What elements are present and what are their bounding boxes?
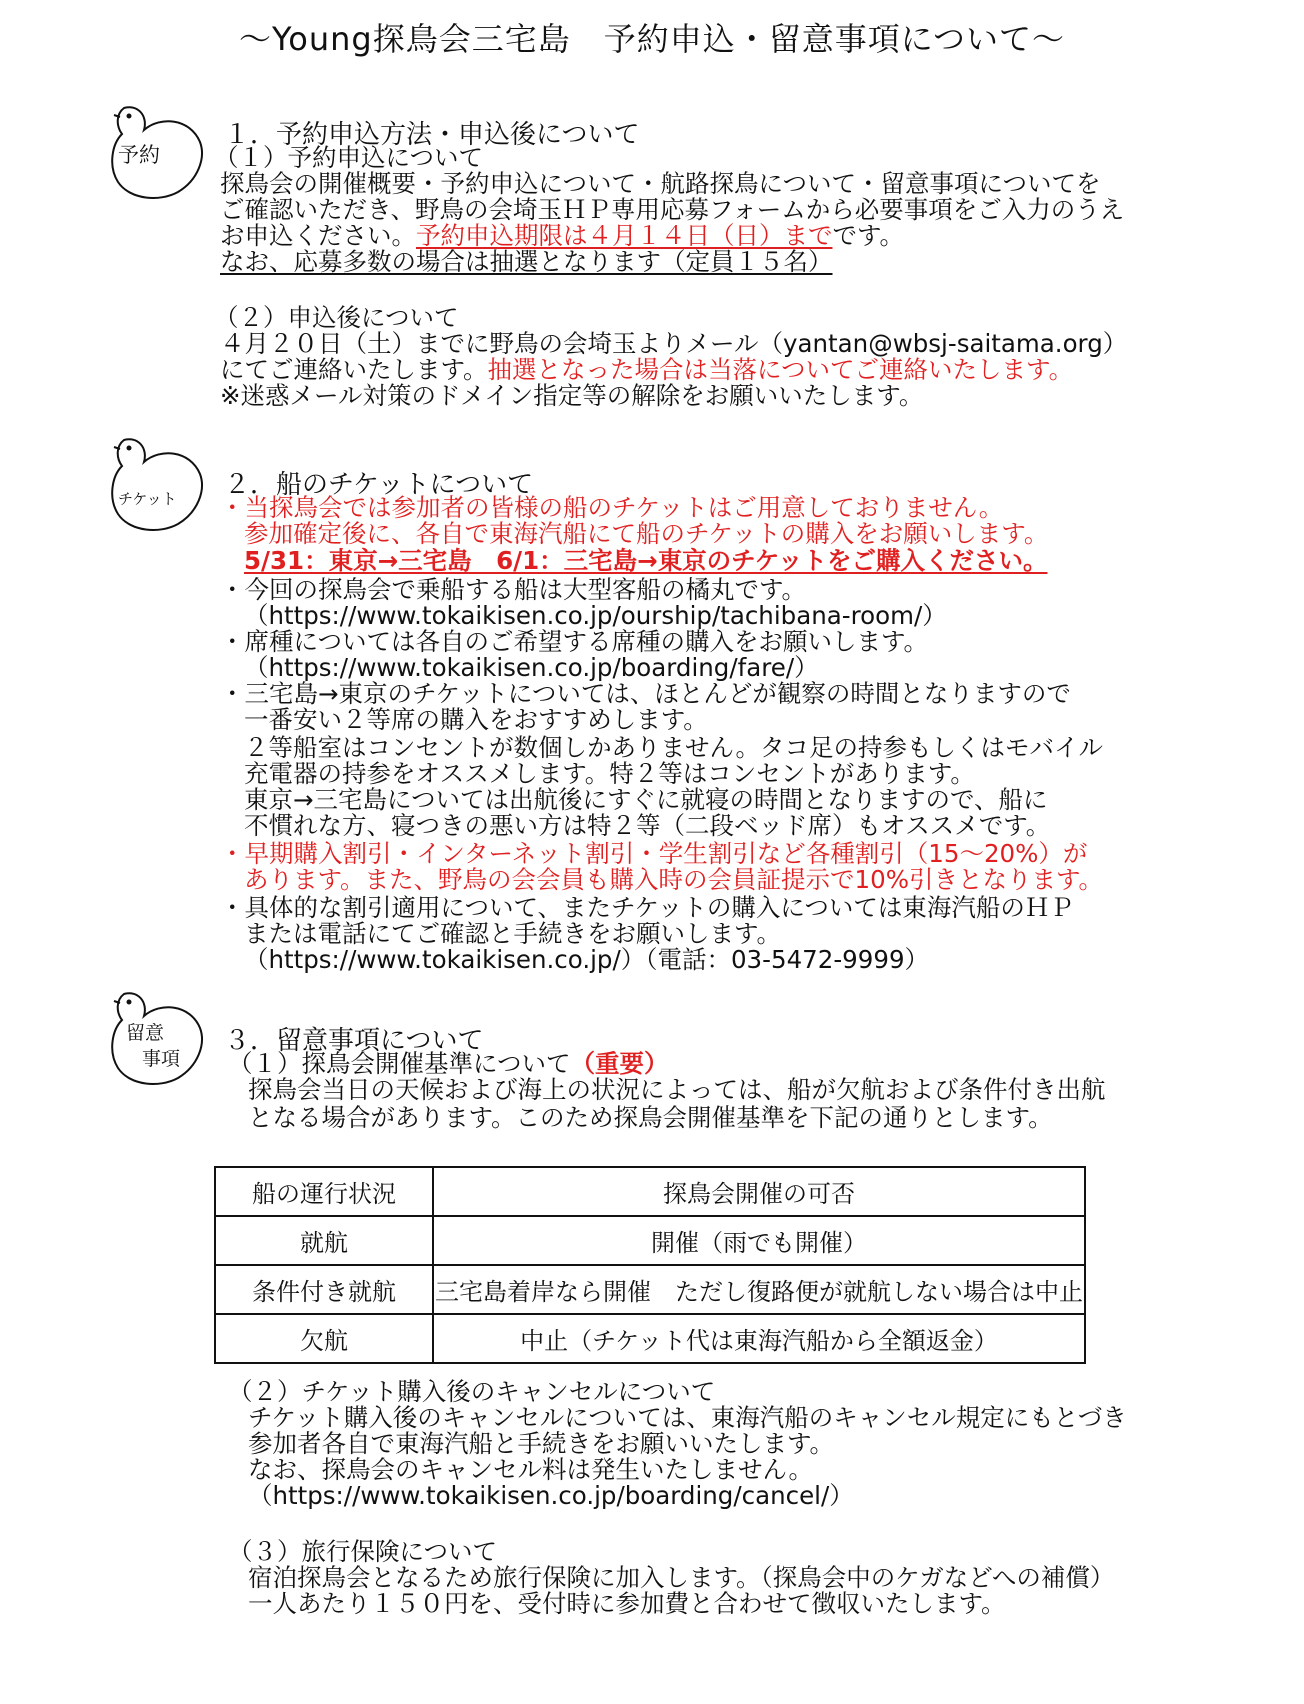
table-row [215, 1265, 1085, 1314]
section3-heading: ３．留意事項について [224, 1026, 484, 1056]
text: （１）探鳥会開催基準について [228, 1049, 571, 1078]
table-row [215, 1216, 1085, 1265]
bird-label-jiko: 事項 [142, 1048, 181, 1070]
section2-discount: あります。また、野鳥の会会員も購入時の会員証提示で10%引きとなります。 [244, 865, 1104, 894]
section2-text: または電話にてご確認と手続きをお願いします。 [244, 919, 782, 948]
section2-ticket-dates: 5/31：東京→三宅島 6/1：三宅島→東京のチケットをご購入ください。 [244, 546, 1048, 575]
criteria-table [214, 1166, 1086, 1364]
section2-text: ２等船室はコンセントが数個しかありません。タコ足の持参もしくはモバイル [244, 733, 1103, 762]
section2-bullet: ・三宅島→東京のチケットについては、ほとんどが観察の時間となりますので [220, 679, 1071, 708]
section2-url: （https://www.tokaikisen.co.jp/ourship/tachibana-room/） [244, 601, 947, 630]
section3-sub2-heading: （２）チケット購入後のキャンセルについて [228, 1377, 716, 1406]
section2-text: 東京→三宅島については出航後にすぐに就寝の時間となりますので、船に [244, 785, 1048, 814]
section2-bullet-notice: ・当探鳥会では参加者の皆様の船のチケットはご用意しておりません。 [220, 493, 1004, 522]
section1-sub2-heading: （２）申込後について [214, 303, 459, 332]
section1-text [220, 356, 1073, 383]
section2-bullet: ・今回の探鳥会で乗船する船は大型客船の橘丸です。 [220, 575, 807, 604]
section1-text: ご確認いただき、野鳥の会埼玉ＨＰ専用応募フォームから必要事項をご入力のうえ [220, 195, 1125, 224]
section2-text: 一番安い２等席の購入をおすすめします。 [244, 705, 708, 734]
section3-text: 参加者各自で東海汽船と手続きをお願いいたします。 [248, 1429, 835, 1458]
bird-icon [104, 100, 214, 210]
page-title: ～Young探鳥会三宅島 予約申込・留意事項について～ [238, 20, 1066, 58]
text: です。 [832, 221, 905, 250]
text: にてご連絡いたします。 [220, 355, 488, 384]
section3-sub1-heading [228, 1050, 669, 1077]
bird-label-yoyaku: 予約 [118, 143, 160, 167]
section3-text: 宿泊探鳥会となるため旅行保険に加入します。（探鳥会中のケガなどへの補償） [248, 1563, 1115, 1592]
section2-url-phone: （https://www.tokaikisen.co.jp/）（電話：03-5472-9999） [244, 945, 930, 974]
section1-text: 探鳥会の開催概要・予約申込について・航路探鳥について・留意事項についてを [220, 169, 1101, 198]
section2-text: 不慣れな方、寝つきの悪い方は特２等（二段ベッド席）もオススメです。 [244, 811, 1051, 840]
section1-text: ※迷惑メール対策のドメイン指定等の解除をお願いいたします。 [220, 381, 924, 410]
table-cell: 就航 [215, 1216, 433, 1265]
section3-text: 探鳥会当日の天候および海上の状況によっては、船が欠航および条件付き出航 [248, 1075, 1106, 1104]
section2-heading: ２．船のチケットについて [224, 470, 534, 500]
table-cell: 条件付き就航 [215, 1265, 433, 1314]
section1-text-deadline [220, 222, 904, 249]
table-row [215, 1314, 1085, 1363]
bird-label-ryui: 留意 [126, 1022, 165, 1044]
section2-discount: ・早期購入割引・インターネット割引・学生割引など各種割引（15～20%）が [220, 839, 1088, 868]
section1-heading: １．予約申込方法・申込後について [224, 120, 640, 150]
section2-bullet: ・席種については各自のご希望する席種の購入をお願いします。 [220, 627, 929, 656]
table-header-cell: 探鳥会開催の可否 [433, 1167, 1085, 1216]
lottery-notice: 抽選となった場合は当落についてご連絡いたします。 [487, 355, 1074, 384]
section3-text: なお、探鳥会のキャンセル料は発生いたしません。 [248, 1455, 813, 1484]
section1-text: ４月２０日（土）までに野鳥の会埼玉よりメール（yantan@wbsj-saitama.org） [220, 329, 1128, 358]
table-header-cell: 船の運行状況 [215, 1167, 433, 1216]
table-cell: 開催（雨でも開催） [433, 1216, 1085, 1265]
section2-bullet: ・具体的な割引適用について、またチケットの購入については東海汽船のＨＰ [220, 893, 1074, 922]
table-cell: 中止（チケット代は東海汽船から全額返金） [433, 1314, 1085, 1363]
text: お申込ください。 [220, 221, 416, 250]
section3-url: （https://www.tokaikisen.co.jp/boarding/cancel/） [248, 1481, 854, 1510]
section1-text-capacity: なお、応募多数の場合は抽選となります（定員１５名） [220, 247, 833, 276]
important-label: （重要） [570, 1049, 669, 1078]
section3-text: となる場合があります。このため探鳥会開催基準を下記の通りとします。 [248, 1103, 1053, 1132]
section3-text: 一人あたり１５０円を、受付時に参加費と合わせて徴収いたします。 [248, 1589, 1006, 1618]
bird-icon [104, 986, 214, 1096]
section2-text: 充電器の持参をオススメします。特２等はコンセントがあります。 [244, 759, 975, 788]
table-cell: 欠航 [215, 1314, 433, 1363]
section3-sub3-heading: （３）旅行保険について [228, 1537, 498, 1566]
deadline-highlight: 予約申込期限は４月１４日（日）まで [416, 221, 833, 250]
table-header-row [215, 1167, 1085, 1216]
table-cell: 三宅島着岸なら開催 ただし復路便が就航しない場合は中止 [433, 1265, 1085, 1314]
section1-sub1-heading: （１）予約申込について [214, 143, 484, 172]
bird-label-ticket: チケット [118, 490, 177, 508]
section3-text: チケット購入後のキャンセルについては、東海汽船のキャンセル規定にもとづき [248, 1403, 1127, 1432]
section2-bullet-notice: 参加確定後に、各自で東海汽船にて船のチケットの購入をお願いします。 [244, 519, 1049, 548]
bird-icon [104, 432, 214, 542]
section2-url: （https://www.tokaikisen.co.jp/boarding/fare/） [244, 653, 819, 682]
